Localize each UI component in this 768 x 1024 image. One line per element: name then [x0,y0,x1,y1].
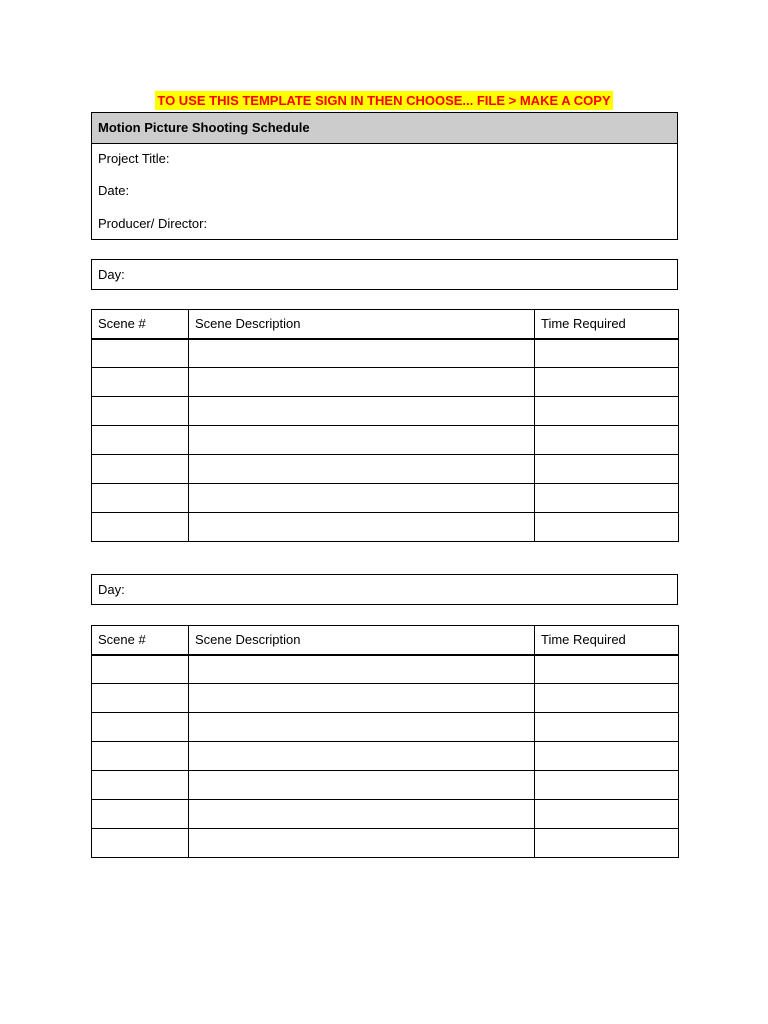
scene-description-cell[interactable] [189,771,535,800]
scene-description-cell[interactable] [189,484,535,513]
time-required-cell[interactable] [535,426,679,455]
scene-description-cell[interactable] [189,368,535,397]
time-required-cell[interactable] [535,513,679,542]
time-required-cell[interactable] [535,368,679,397]
time-required-cell[interactable] [535,339,679,368]
table-row [92,800,679,829]
scene-description-cell[interactable] [189,339,535,368]
scene-number-cell[interactable] [92,484,189,513]
table-row [92,426,679,455]
scene-description-cell[interactable] [189,800,535,829]
time-required-cell[interactable] [535,455,679,484]
day-2-field[interactable]: Day: [91,574,678,605]
table-row [92,713,679,742]
table-header-row [92,310,679,339]
scene-description-cell[interactable] [189,397,535,426]
schedule-title: Motion Picture Shooting Schedule [92,113,677,144]
time-required-cell[interactable] [535,655,679,684]
scene-number-cell[interactable] [92,455,189,484]
table-row [92,742,679,771]
scene-description-cell[interactable] [189,426,535,455]
table-row [92,455,679,484]
scene-description-cell[interactable] [189,829,535,858]
scene-description-cell[interactable] [189,713,535,742]
scene-description-header: Scene Description [189,310,535,339]
time-required-header: Time Required [535,626,679,655]
scene-number-header: Scene # [92,310,189,339]
scene-description-cell[interactable] [189,513,535,542]
time-required-cell[interactable] [535,742,679,771]
scene-number-cell[interactable] [92,713,189,742]
scene-description-header: Scene Description [189,626,535,655]
time-required-header: Time Required [535,310,679,339]
table-row [92,513,679,542]
scene-number-cell[interactable] [92,397,189,426]
scene-description-cell[interactable] [189,455,535,484]
time-required-cell[interactable] [535,829,679,858]
day-2-scene-table [91,625,679,858]
day-1-field[interactable]: Day: [91,259,678,290]
template-banner-row [0,91,768,110]
table-row [92,397,679,426]
table-row [92,771,679,800]
scene-number-cell[interactable] [92,684,189,713]
time-required-cell[interactable] [535,484,679,513]
project-title-field[interactable]: Project Title: [98,151,170,166]
table-row [92,484,679,513]
time-required-cell[interactable] [535,684,679,713]
table-row [92,684,679,713]
schedule-header-box [91,112,678,240]
scene-description-cell[interactable] [189,742,535,771]
scene-description-cell[interactable] [189,684,535,713]
scene-number-cell[interactable] [92,655,189,684]
scene-number-cell[interactable] [92,513,189,542]
table-row [92,368,679,397]
table-row [92,829,679,858]
table-header-row [92,626,679,655]
date-field[interactable]: Date: [98,183,130,198]
scene-number-cell[interactable] [92,800,189,829]
day-1-scene-table [91,309,679,542]
time-required-cell[interactable] [535,397,679,426]
producer-director-field[interactable]: Producer/ Director: [98,216,208,231]
scene-number-header: Scene # [92,626,189,655]
scene-description-cell[interactable] [189,655,535,684]
scene-number-cell[interactable] [92,339,189,368]
time-required-cell[interactable] [535,771,679,800]
table-row [92,339,679,368]
scene-number-cell[interactable] [92,829,189,858]
template-instructions-banner: TO USE THIS TEMPLATE SIGN IN THEN CHOOSE... FILE > MAKE A COPY [157,93,611,108]
scene-number-cell[interactable] [92,426,189,455]
time-required-cell[interactable] [535,713,679,742]
scene-number-cell[interactable] [92,771,189,800]
scene-number-cell[interactable] [92,742,189,771]
scene-number-cell[interactable] [92,368,189,397]
time-required-cell[interactable] [535,800,679,829]
table-row [92,655,679,684]
